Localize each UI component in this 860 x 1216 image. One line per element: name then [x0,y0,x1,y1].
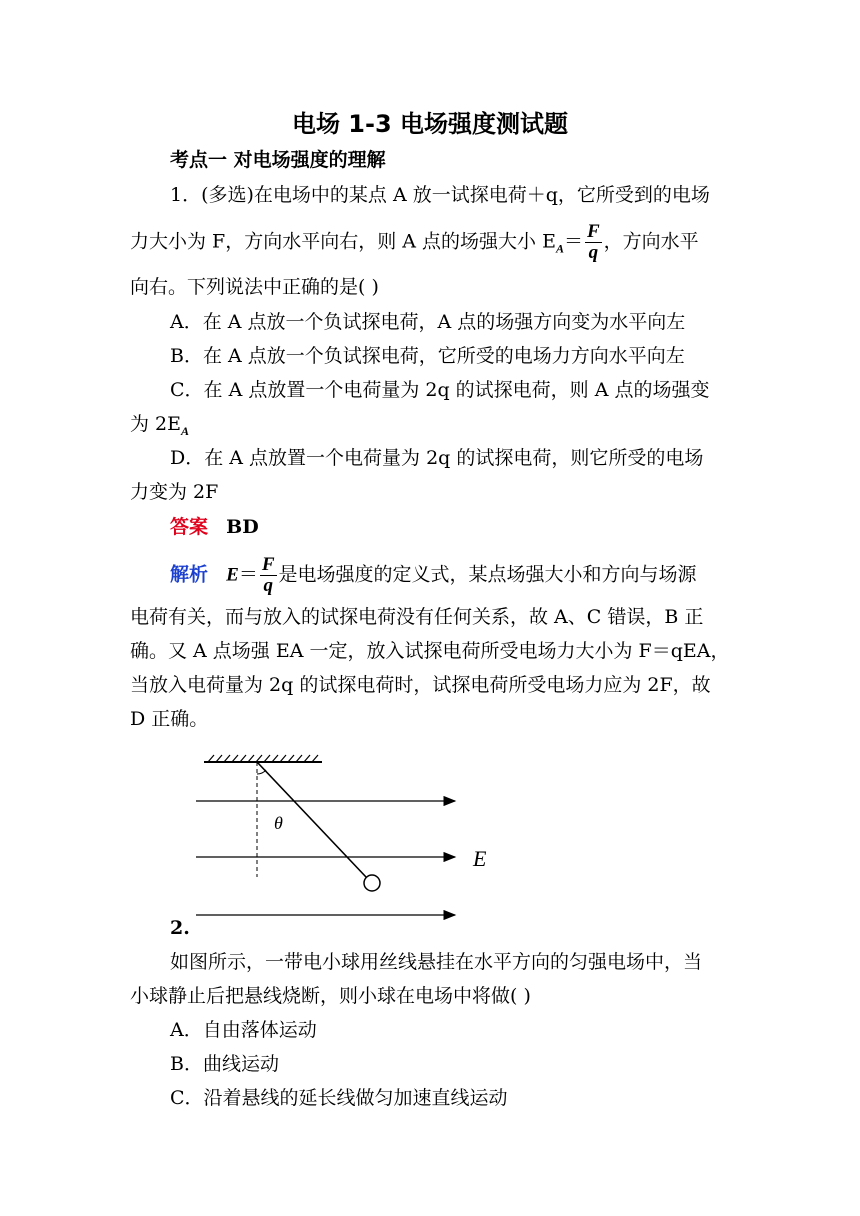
q1-answer [170,513,730,541]
q2-number: 2. [170,917,190,939]
answer-value: BD [226,516,259,538]
q1-analysis-line1: 解析 E＝ $\frac{F}{q}$ 是电场强度的定义式，某点场强大小和方向与场源 [170,554,697,596]
q1-option-a: A．在 A 点放一个负试探电荷，A 点的场强方向变为水平向左 [170,311,686,333]
q1-analysis-line2: 电荷有关，而与放入的试探电荷没有任何关系，故 A、C 错误，B 正 [130,606,704,628]
q1-analysis-line3: 确。又 A 点场强 EA 一定，放入试探电荷所受电场力大小为 F＝qEA， [130,640,730,662]
field-label: E [473,846,487,871]
field-formula-fraction: $\frac{F}{q}$ [586,221,600,263]
charged-ball [364,875,380,891]
section-heading: 考点一 对电场强度的理解 [170,149,386,171]
q2-option-c: C．沿着悬线的延长线做匀加速直线运动 [170,1087,508,1109]
analysis-label: 解析 [170,563,209,586]
theta-label: θ [274,813,283,833]
q1-stem-line2: 力大小为 F，方向水平向右，则 A 点的场强大小 $E_A=$ $\frac{F}{q}$ ，方向水平 [130,221,699,263]
pendulum-field-diagram [190,745,510,930]
q1-analysis-line5: D 正确。 [130,708,209,730]
q1-option-c-line2: 为 $2E_A$ [130,413,190,438]
ceiling-hatching [208,755,318,762]
q1-stem-line3: 向右。下列说法中正确的是( ) [130,276,379,298]
definition-fraction: $\frac{F}{q}$ [261,554,275,596]
q2-stem-line1: 如图所示，一带电小球用丝线悬挂在水平方向的匀强电场中，当 [170,951,703,973]
answer-label: 答案 [170,516,209,538]
q2-option-b: B．曲线运动 [170,1053,279,1075]
q1-analysis-line4: 当放入电荷量为 2q 的试探电荷时，试探电荷所受电场力应为 2F，故 [130,674,711,696]
q1-stem-line1: 1．(多选)在电场中的某点 A 放一试探电荷＋q，它所受到的电场 [170,184,710,206]
q2-option-a: A．自由落体运动 [170,1019,317,1041]
q1-option-d-line1: D．在 A 点放置一个电荷量为 2q 的试探电荷，则它所受的电场 [170,447,704,469]
q1-option-c-line1: C．在 A 点放置一个电荷量为 2q 的试探电荷，则 A 点的场强变 [170,379,710,401]
q2-stem-line2: 小球静止后把悬线烧断，则小球在电场中将做( ) [130,985,531,1007]
q1-option-b: B．在 A 点放一个负试探电荷，它所受的电场力方向水平向左 [170,345,685,367]
q1-option-d-line2: 力变为 2F [130,481,219,503]
page-title: 电场 1-3 电场强度测试题 [291,110,569,138]
